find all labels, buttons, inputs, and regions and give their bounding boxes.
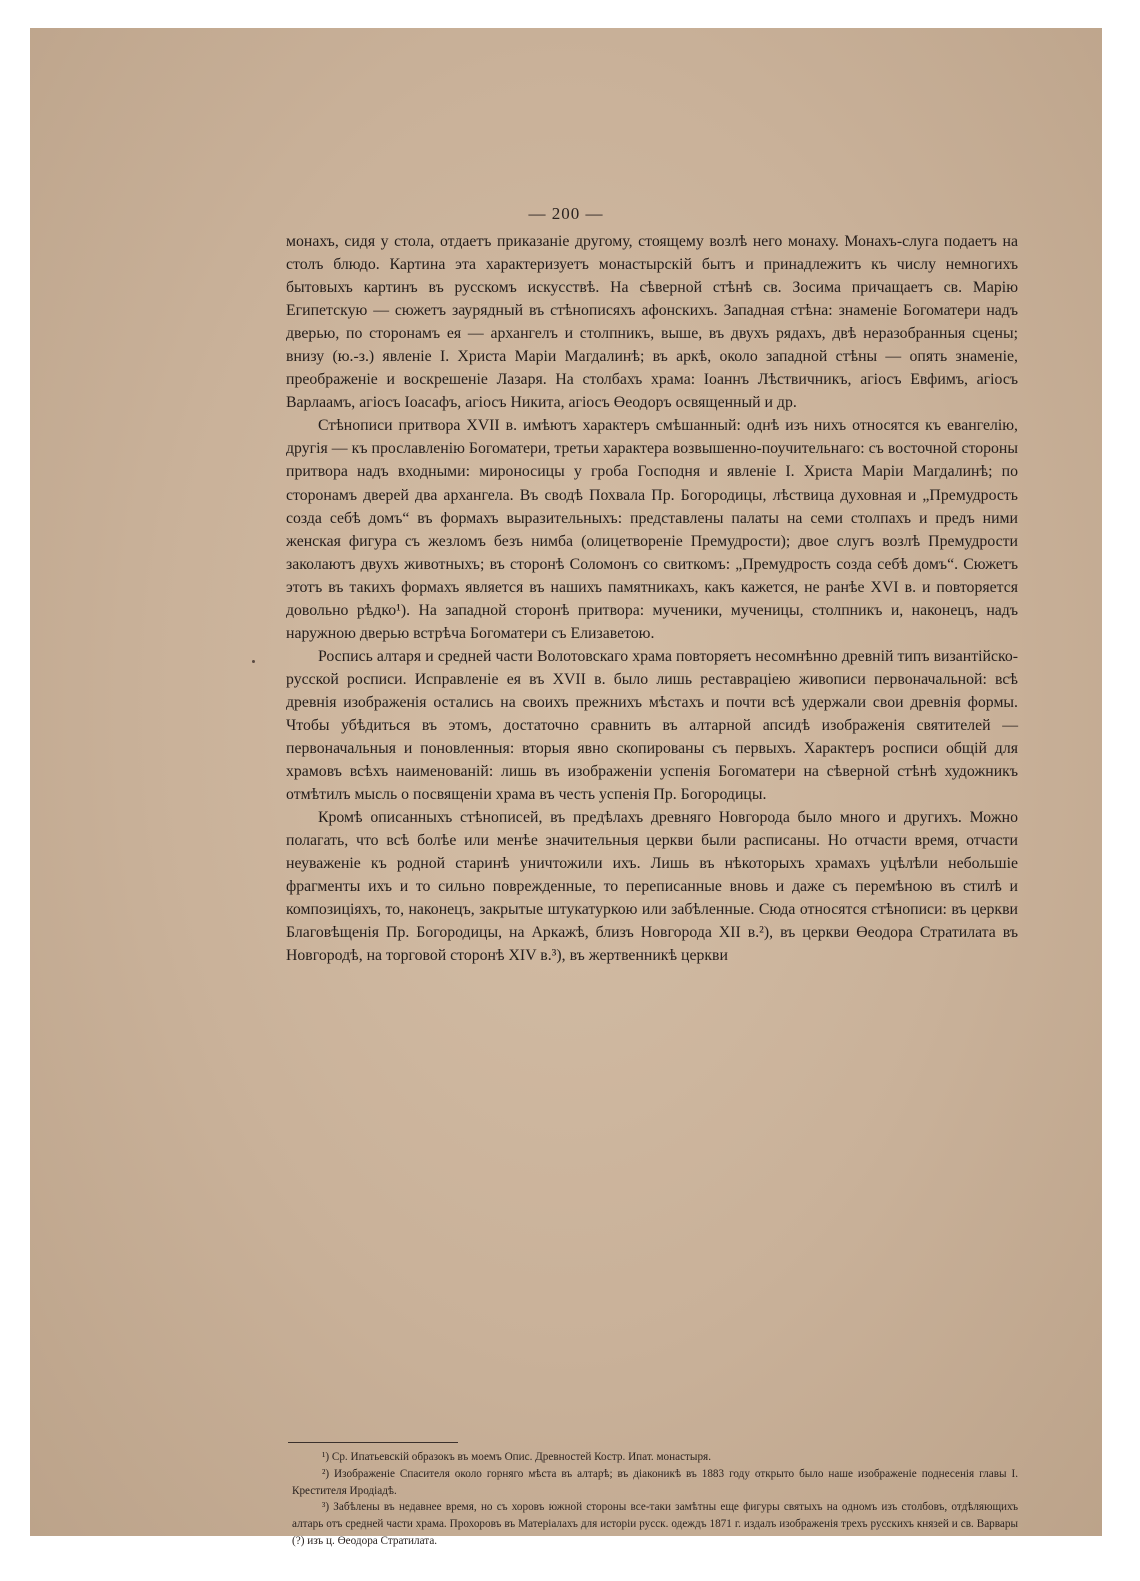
footnote-1: ¹) Ср. Ипатьевскій образокъ въ моемъ Опис. Древностей Костр. Ипат. монастыря. [322,1451,711,1463]
paragraph-2: Стѣнописи притвора XVII в. имѣютъ характеръ смѣшанный: однѣ изъ нихъ относятся къ евангелію, другія — къ прославленію Богоматери, третьи характера возвышенно-поучительнаго: съ восточной стороны притвора надъ входными: мироносицы у гроба Господня и явленіе І. Христа Маріи Магдалинѣ; по сторонамъ дверей два архангела. Въ сводѣ Похвала Пр. Богородицы, лѣствица духовная и „Премудрость созда себѣ домъ“ въ формахъ выразительныхъ: представлены палаты на семи столпахъ и предъ ними женская фигура съ жезломъ безъ нимба (олицетвореніе Премудрости); двое слугъ возлѣ Премудрости заколаютъ двухъ животныхъ; въ сторонѣ Соломонъ со свиткомъ: „Премудрость созда себѣ домъ“. Сюжетъ этотъ въ такихъ формахъ является въ нашихъ памятникахъ, какъ кажется, не ранѣе XVI в. и повторяется довольно рѣдко¹). На западной сторонѣ притвора: мученики, мученицы, столпникъ и, наконецъ, надъ наружною дверью встрѣча Богоматери съ Елизаветою. [286,417,1018,642]
paragraph-4: Кромѣ описанныхъ стѣнописей, въ предѣлахъ древняго Новгорода было много и другихъ. Можно полагать, что всѣ болѣе или менѣе значительныя церкви были расписаны. Но отчасти время, отчасти неуваженіе къ родной старинѣ уничтожили ихъ. Лишь въ нѣкоторыхъ храмахъ уцѣлѣли небольшіе фрагменты ихъ и то сильно поврежденные, то переписанные вновь и даже съ перемѣною въ стилѣ и композиціяхъ, то, наконецъ, закрытые штукатуркою или забѣленные. Сюда относятся стѣнописи: въ церкви Благовѣщенія Пр. Богородицы, на Аркажѣ, близъ Новгорода XII в.²), въ церкви Өеодора Стратилата въ Новгородѣ, на торговой сторонѣ XIV в.³), въ жертвенникѣ церкви [286,809,1018,965]
scan-speck [252,660,255,663]
paragraph-1: монахъ, сидя у стола, отдаетъ приказаніе другому, стоящему возлѣ него монаху. Монахъ-слуга подаетъ на столъ блюдо. Картина эта характеризуетъ монастырскій бытъ и принадлежитъ къ числу немногихъ бытовыхъ картинъ въ русскомъ искусствѣ. На сѣверной стѣнѣ св. Зосима причащаетъ св. Марію Египетскую — сюжетъ заурядный въ стѣнописяхъ афонскихъ. Западная стѣна: знаменіе Богоматери надъ дверью, по сторонамъ ея — архангелъ и столпникъ, выше, въ двухъ рядахъ, двѣ неразобранныя сцены; внизу (ю.-з.) явленіе І. Христа Маріи Магдалинѣ; въ аркѣ, около западной стѣны — опять знаменіе, преображеніе и воскрешеніе Лазаря. На столбахъ храма: Іоаннъ Лѣствичникъ, агіосъ Евфимъ, агіосъ Варлаамъ, агіосъ Іоасафъ, агіосъ Никита, агіосъ Өеодоръ освященный и др. [286,233,1018,412]
footnote-2: ²) Изображеніе Спасителя около горняго мѣста въ алтарѣ; въ діаконикѣ въ 1883 году открыто было наше изображеніе поднесенія главы І. Крестителя Иродіадѣ. [292,1467,1018,1497]
scanned-page [30,28,1102,1547]
page-number: — 200 — [528,204,604,223]
footnote-3: ³) Забѣлены въ недавнее время, но съ хоровъ южной стороны все-таки замѣтны еще фигуры святыхъ на одномъ изъ столбовъ, отдѣляющихъ алтарь отъ средней части храма. Прохоровъ въ Матеріалахъ для исторіи русск. одеждъ 1871 г. издалъ изображенія трехъ русскихъ князей и св. Варвары (?) изъ ц. Өеодора Стратилата. [292,1501,1018,1547]
paragraph-3: Роспись алтаря и средней части Волотовскаго храма повторяетъ несомнѣнно древній типъ византійско-русской росписи. Исправленіе ея въ XVII в. было лишь реставраціею живописи первоначальной: всѣ древнія изображенія остались на своихъ прежнихъ мѣстахъ и почти всѣ удержали свои древнія формы. Чтобы убѣдиться въ этомъ, достаточно сравнить въ алтарной апсидѣ изображенія святителей — первоначальныя и поновленныя: вторыя явно скопированы съ первыхъ. Характеръ росписи общій для храмовъ всѣхъ наименованій: лишь въ изображеніи успенія Богоматери на сѣверной стѣнѣ художникъ отмѣтилъ мысль о посвященіи храма въ честь успенія Пр. Богородицы. [286,647,1018,804]
footnotes [292,1449,1018,1550]
footnote-divider [288,1442,458,1443]
main-text [286,230,1018,968]
